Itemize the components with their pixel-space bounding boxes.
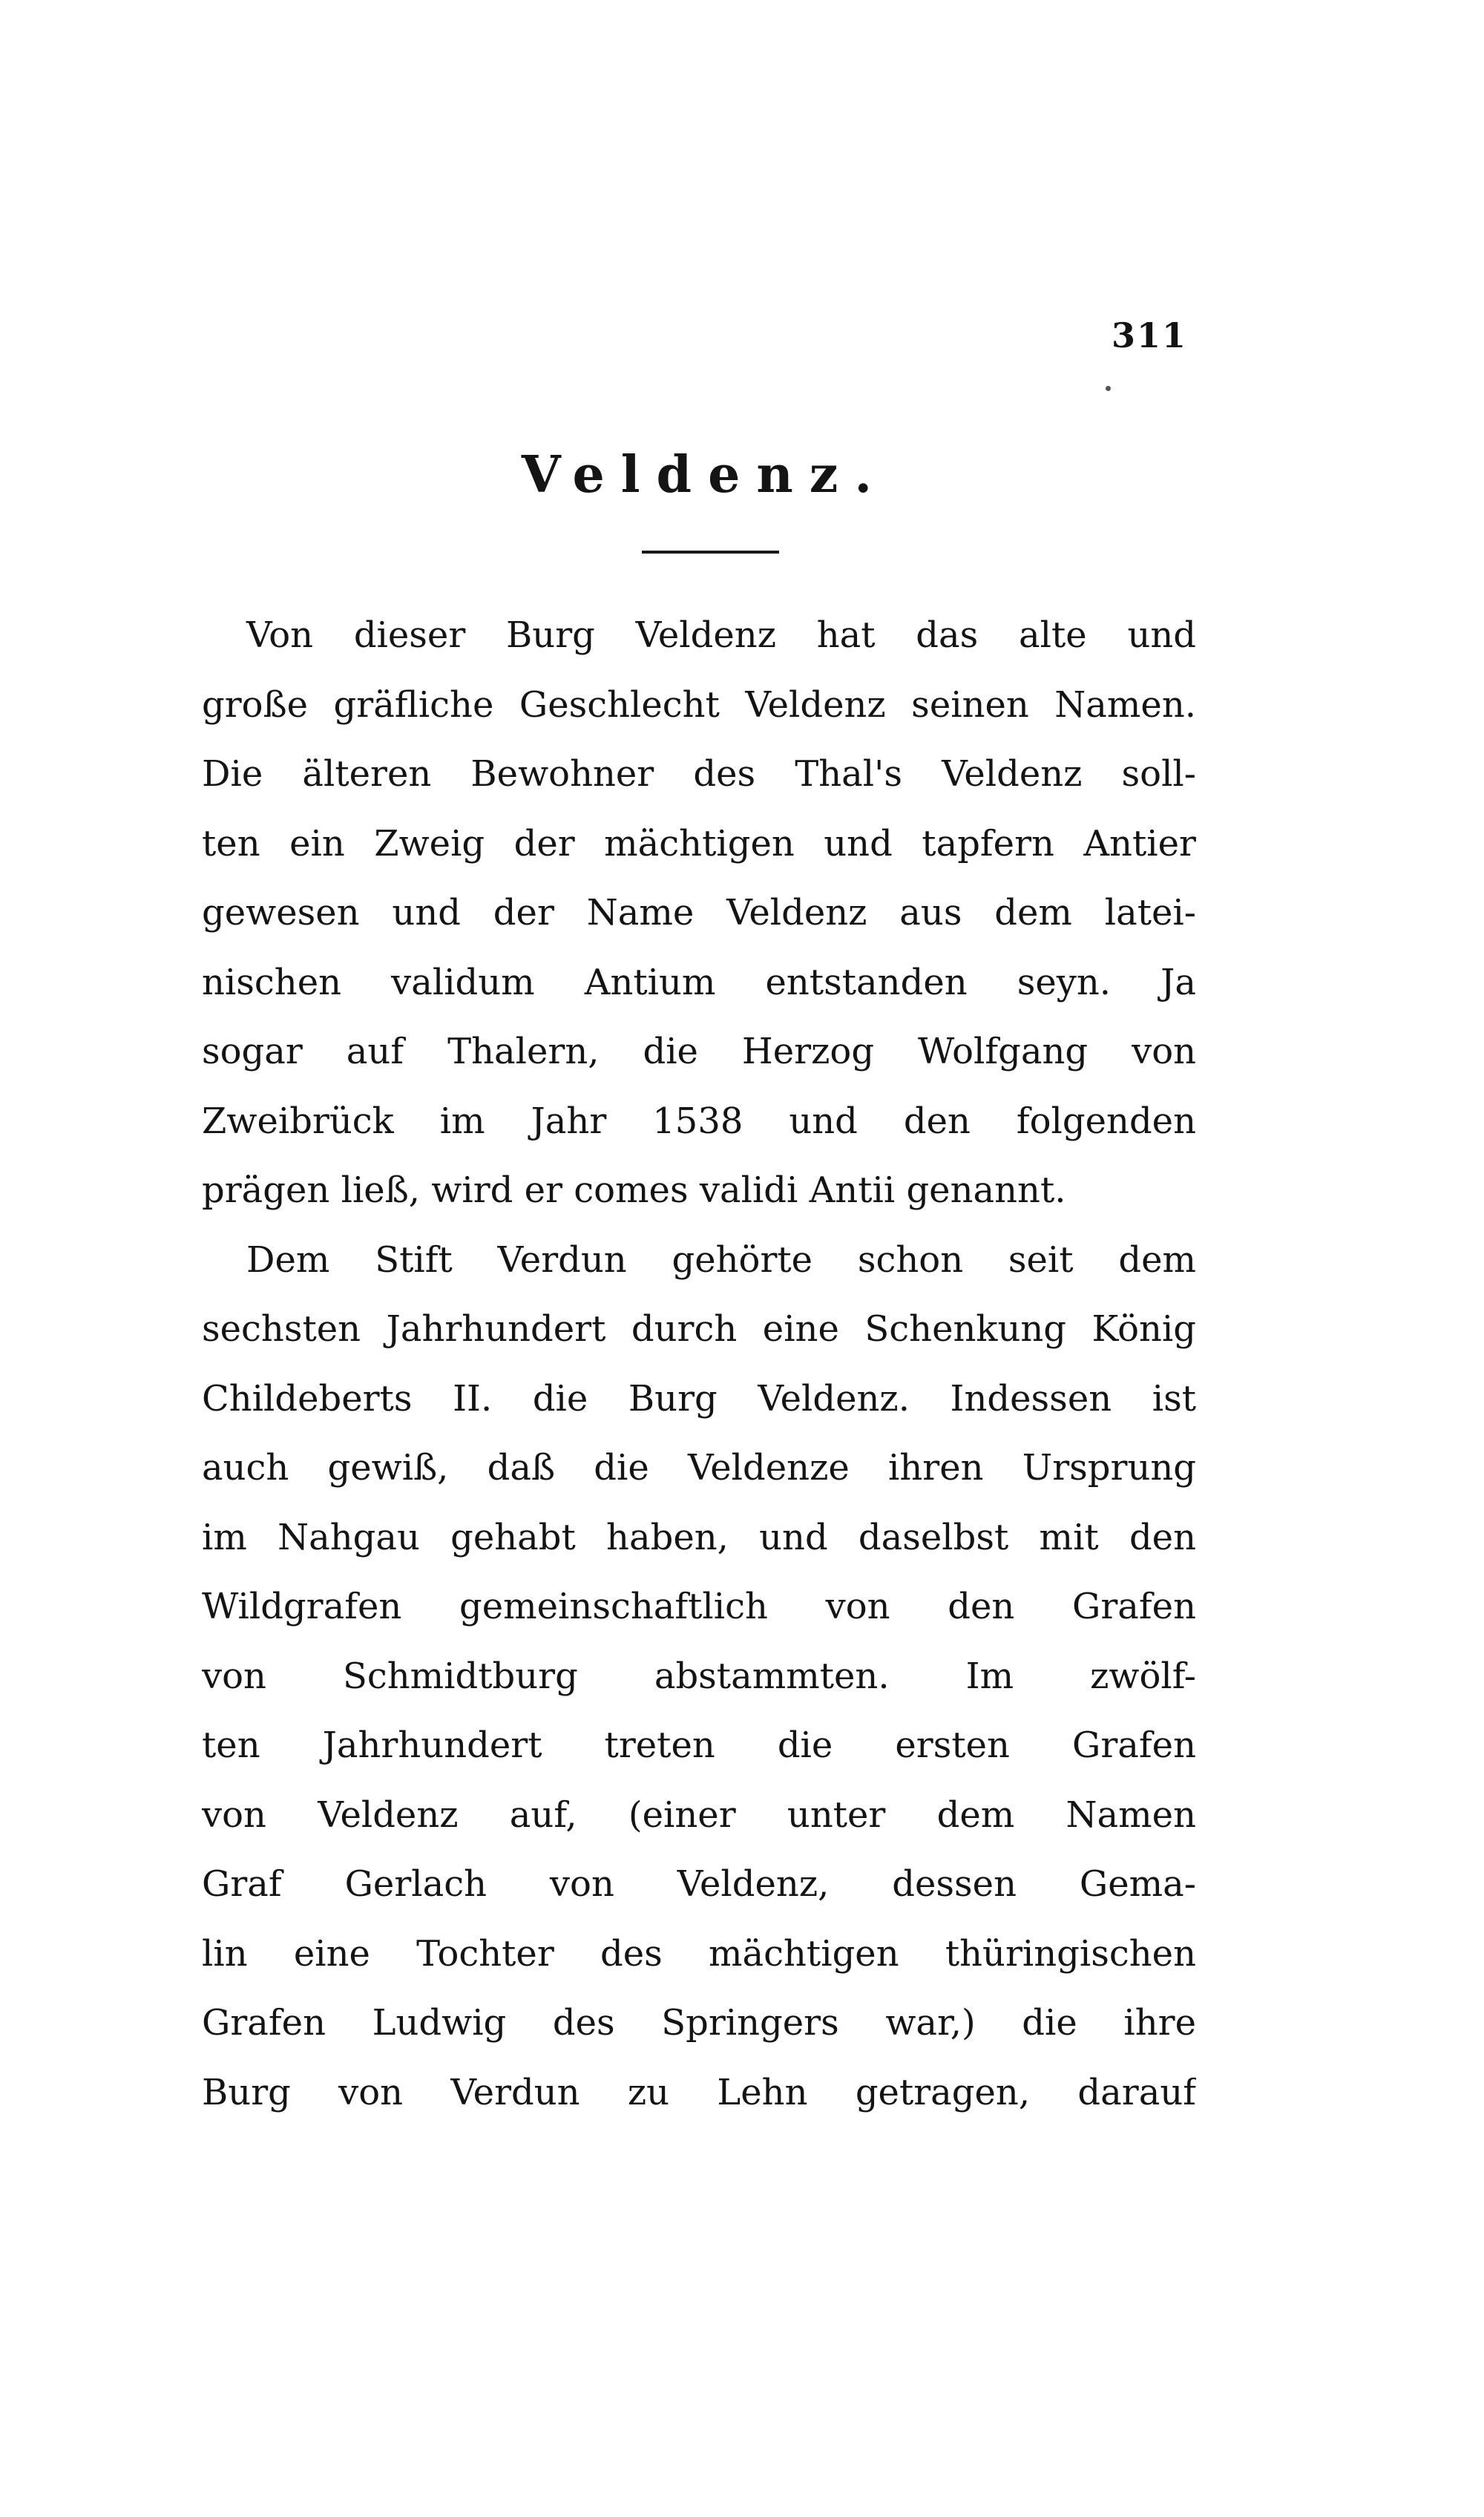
text-line: Grafen Ludwig des Springers war,) die ihre: [202, 2002, 1196, 2044]
text-line: im Nahgau gehabt haben, und daselbst mit den: [202, 1516, 1196, 1558]
text-line: gewesen und der Name Veldenz aus dem latei-: [202, 892, 1196, 933]
text-line: Die älteren Bewohner des Thal's Veldenz soll-: [202, 753, 1196, 795]
text-line: sechsten Jahrhundert durch eine Schenkung König: [202, 1308, 1196, 1350]
body-text: [202, 601, 1196, 2127]
text-line: Graf Gerlach von Veldenz, dessen Gema-: [202, 1863, 1196, 1905]
text-line: von Veldenz auf, (einer unter dem Namen: [202, 1794, 1196, 1836]
text-line: Zweibrück im Jahr 1538 und den folgenden: [202, 1100, 1196, 1142]
text-line: nischen validum Antium entstanden seyn. Ja: [202, 961, 1196, 1003]
text-line: prägen ließ, wird er comes validi Antii genannt.: [202, 1169, 1066, 1211]
text-line: ten ein Zweig der mächtigen und tapfern Antier: [202, 822, 1196, 864]
text-line: von Schmidtburg abstammten. Im zwölf-: [202, 1655, 1196, 1697]
chapter-heading: Veldenz.: [521, 445, 889, 505]
text-line: Von dieser Burg Veldenz hat das alte und: [246, 614, 1196, 656]
text-line: große gräfliche Geschlecht Veldenz seinen Namen.: [202, 683, 1196, 726]
page-number: 311: [1111, 315, 1187, 355]
text-line: sogar auf Thalern, die Herzog Wolfgang von: [202, 1031, 1196, 1072]
heading-rule: [642, 551, 779, 554]
print-speck: [1106, 386, 1111, 391]
text-line: lin eine Tochter des mächtigen thüringischen: [202, 1932, 1196, 1975]
text-line: Wildgrafen gemeinschaftlich von den Grafen: [202, 1586, 1196, 1627]
text-line: Burg von Verdun zu Lehn getragen, darauf: [202, 2071, 1196, 2113]
text-line: Dem Stift Verdun gehörte schon seit dem: [246, 1238, 1196, 1281]
text-line: auch gewiß, daß die Veldenze ihren Ursprung: [202, 1447, 1196, 1489]
text-line: Childeberts II. die Burg Veldenz. Indessen ist: [202, 1377, 1196, 1420]
text-line: ten Jahrhundert treten die ersten Grafen: [202, 1725, 1196, 1766]
